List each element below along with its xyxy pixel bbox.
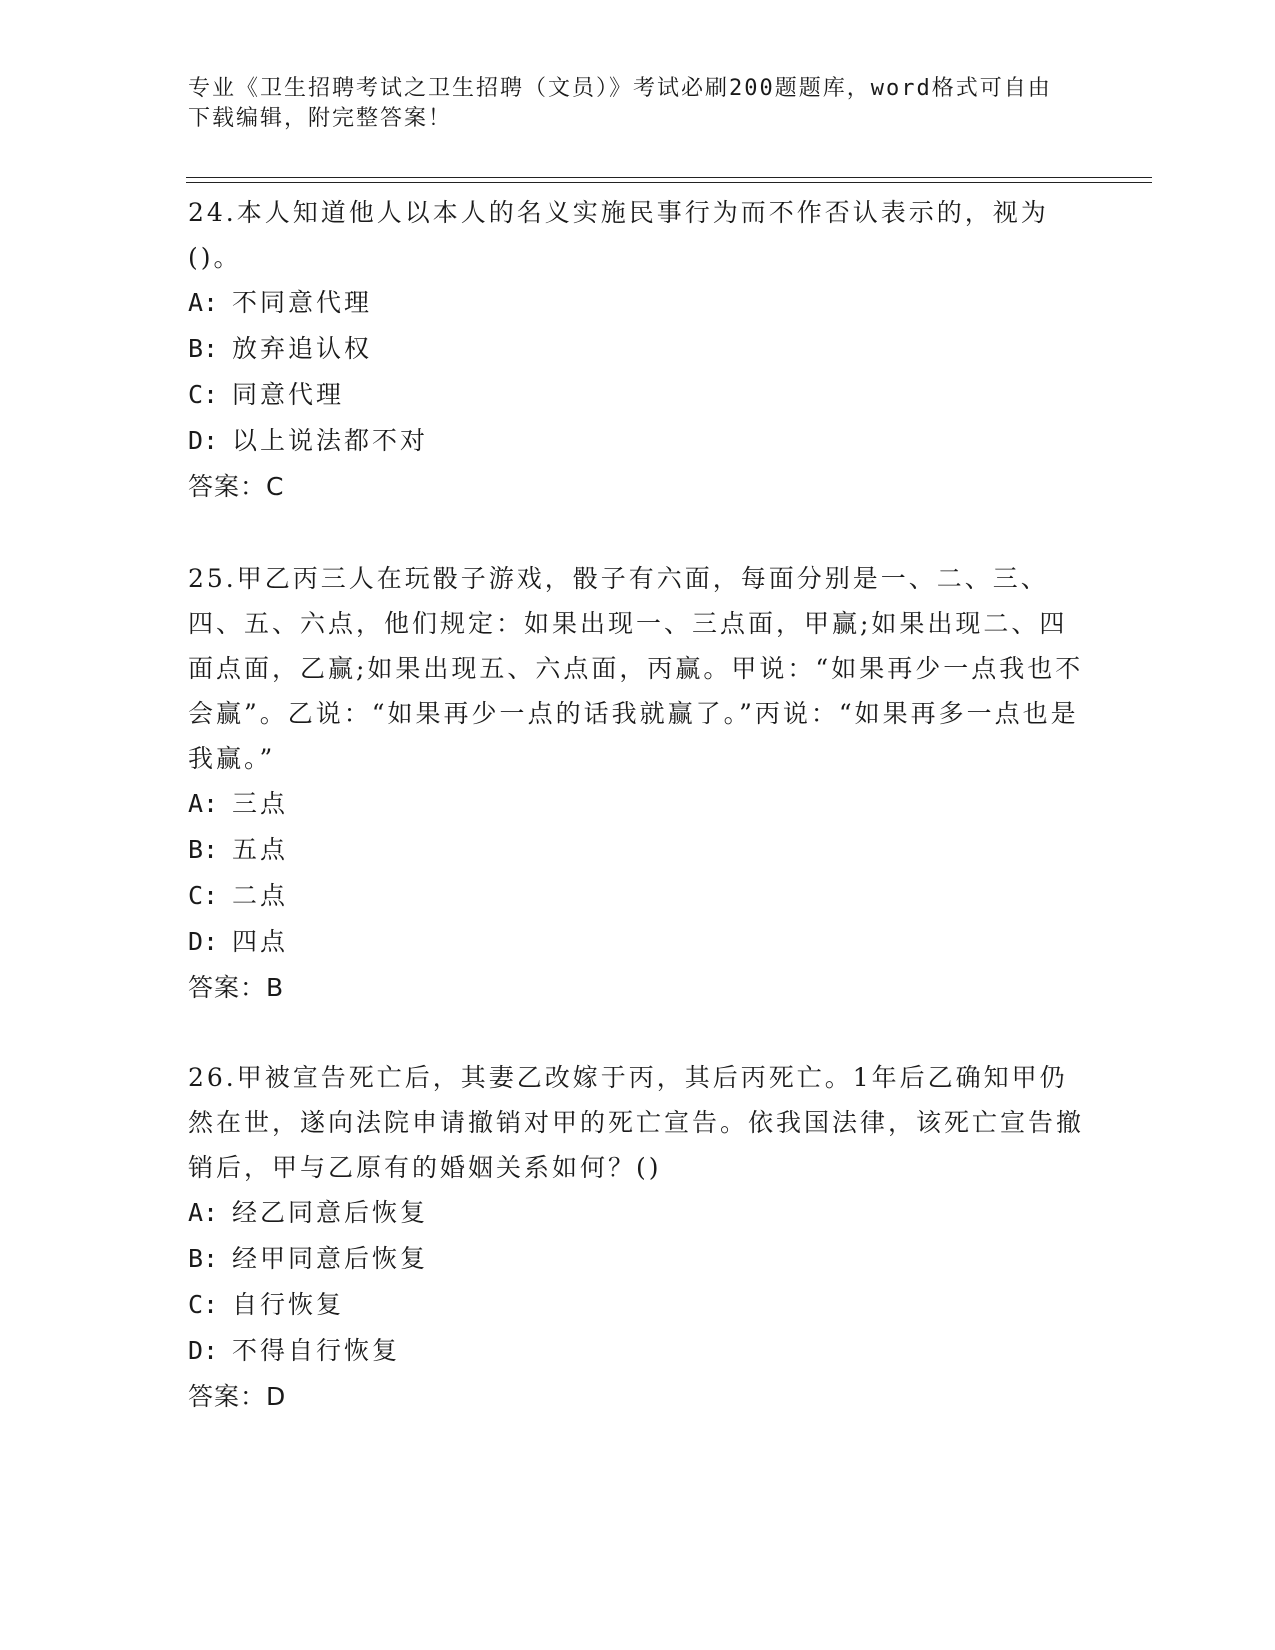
option-d [188, 1328, 1088, 1374]
option-letter: C: [188, 1290, 219, 1319]
option-text: 四点 [232, 927, 289, 956]
option-a [188, 1190, 1088, 1236]
header-divider-bottom [186, 182, 1152, 183]
option-letter: A: [188, 1198, 219, 1227]
option-letter: B: [188, 334, 219, 363]
option-text: 二点 [232, 881, 289, 910]
option-text: 不得自行恢复 [232, 1336, 401, 1365]
option-b [188, 1236, 1088, 1282]
answer-line: 答案：D [188, 1382, 287, 1411]
option-text: 自行恢复 [232, 1290, 345, 1319]
option-b [188, 827, 1088, 873]
question-25 [188, 556, 1088, 1011]
option-a [188, 781, 1088, 827]
option-b [188, 326, 1088, 372]
option-text: 以上说法都不对 [232, 426, 429, 455]
option-c [188, 1282, 1088, 1328]
option-d [188, 919, 1088, 965]
option-letter: C: [188, 380, 219, 409]
answer-line: 答案：B [188, 973, 285, 1002]
option-c [188, 372, 1088, 418]
question-24 [188, 190, 1088, 510]
option-letter: B: [188, 835, 219, 864]
question-stem: 24.本人知道他人以本人的名义实施民事行为而不作否认表示的，视为()。 [188, 198, 1049, 272]
question-stem: 26.甲被宣告死亡后，其妻乙改嫁于丙，其后丙死亡。1年后乙确知甲仍然在世，遂向法院申请撤销对甲的死亡宣告。依我国法律，该死亡宣告撤销后，甲与乙原有的婚姻关系如何？() [188, 1063, 1085, 1182]
option-letter: D: [188, 426, 219, 455]
option-text: 放弃追认权 [232, 334, 373, 363]
question-26 [188, 1055, 1088, 1420]
option-text: 不同意代理 [232, 288, 373, 317]
option-letter: D: [188, 1336, 219, 1365]
option-a [188, 280, 1088, 326]
option-letter: C: [188, 881, 219, 910]
option-text: 经甲同意后恢复 [232, 1244, 429, 1273]
option-text: 五点 [232, 835, 289, 864]
option-text: 三点 [232, 789, 289, 818]
option-letter: B: [188, 1244, 219, 1273]
option-letter: D: [188, 927, 219, 956]
option-text: 同意代理 [232, 380, 345, 409]
document-header: 专业《卫生招聘考试之卫生招聘（文员）》考试必刷200题题库，word格式可自由下载编辑，附完整答案！ [188, 76, 1052, 131]
header-divider-top [186, 177, 1152, 178]
option-d [188, 418, 1088, 464]
option-c [188, 873, 1088, 919]
question-stem: 25.甲乙丙三人在玩骰子游戏，骰子有六面，每面分别是一、二、三、四、五、六点，他们规定：如果出现一、三点面，甲赢;如果出现二、四面点面，乙赢;如果出现五、六点面，丙赢。甲说：“如果再少一点我也不会赢”。乙说：“如果再少一点的话我就赢了。”丙说：“如果再多一点也是我赢。” [188, 564, 1084, 773]
option-letter: A: [188, 288, 219, 317]
answer-line: 答案：C [188, 472, 285, 501]
option-text: 经乙同意后恢复 [232, 1198, 429, 1227]
option-letter: A: [188, 789, 219, 818]
